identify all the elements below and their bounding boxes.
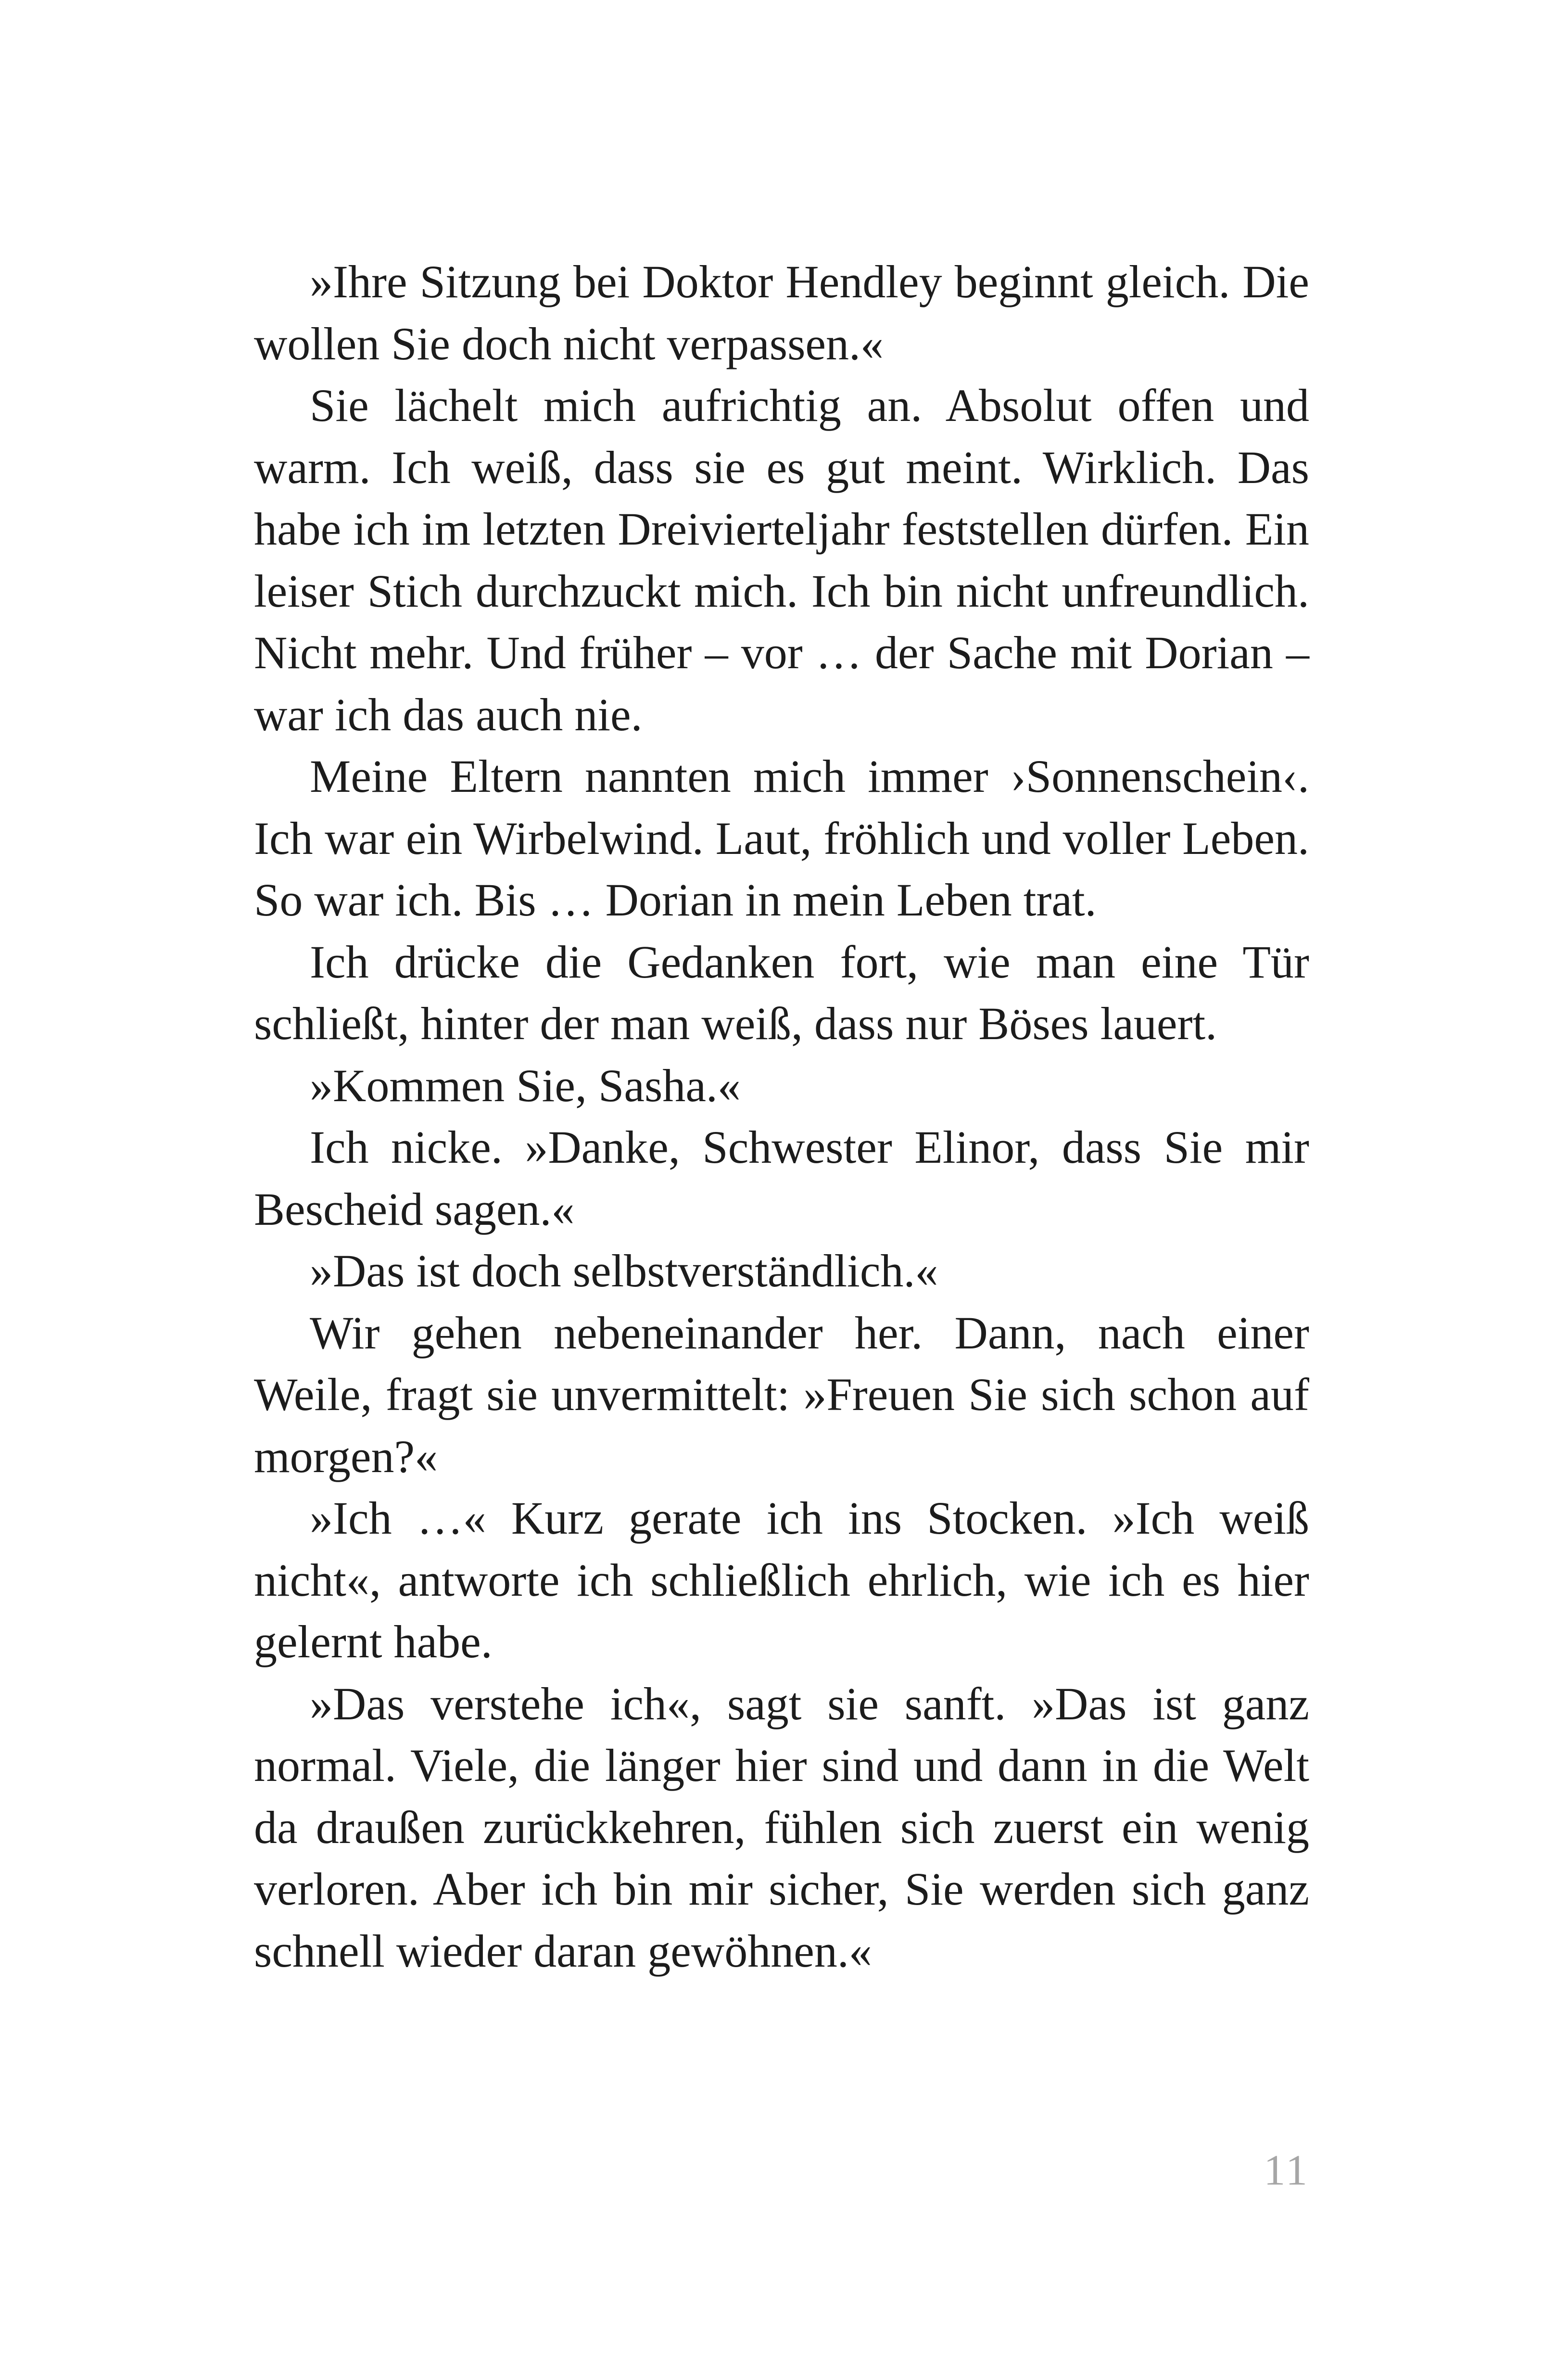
paragraph: »Kommen Sie, Sasha.«: [310, 1059, 741, 1111]
paragraph: Wir gehen nebeneinander her. Dann, nach einer Weile, fragt sie unvermittelt: »Freuen Sie sich schon auf morgen?«: [254, 1307, 1309, 1482]
page-number: 11: [1264, 2147, 1309, 2194]
body-text: [254, 251, 1309, 1982]
paragraph: Ich drücke die Gedanken fort, wie man eine Tür schließt, hinter der man weiß, dass nur Böses lauert.: [254, 936, 1309, 1049]
paragraph: »Das ist doch selbstverständlich.«: [310, 1245, 938, 1296]
paragraph: »Das verstehe ich«, sagt sie sanft. »Das ist ganz normal. Viele, die länger hier sind und dann in die Welt da draußen zurückkehren, fühlen sich zuerst ein wenig verloren. Aber ich bin mir sicher, Sie werden sich ganz schnell wieder daran gewöhnen.«: [254, 1678, 1309, 1977]
paragraph: Sie lächelt mich aufrichtig an. Absolut offen und warm. Ich weiß, dass sie es gut meint. Wirklich. Das habe ich im letzten Dreivierteljahr feststellen dürfen. Ein leiser Stich durchzuckt mich. Ich bin nicht unfreundlich. Nicht mehr. Und früher – vor … der Sache mit Dorian – war ich das auch nie.: [254, 380, 1309, 740]
paragraph: Meine Eltern nannten mich immer ›Sonnenschein‹. Ich war ein Wirbelwind. Laut, fröhlich und voller Leben. So war ich. Bis … Dorian in mein Leben trat.: [254, 750, 1309, 926]
paragraph: »Ich …« Kurz gerate ich ins Stocken. »Ich weiß nicht«, antworte ich schließlich ehrlich, wie ich es hier gelernt habe.: [254, 1492, 1309, 1667]
paragraph: »Ihre Sitzung bei Doktor Hendley beginnt gleich. Die wollen Sie doch nicht verpassen.«: [254, 256, 1309, 369]
paragraph: Ich nicke. »Danke, Schwester Elinor, dass Sie mir Bescheid sagen.«: [254, 1121, 1309, 1235]
